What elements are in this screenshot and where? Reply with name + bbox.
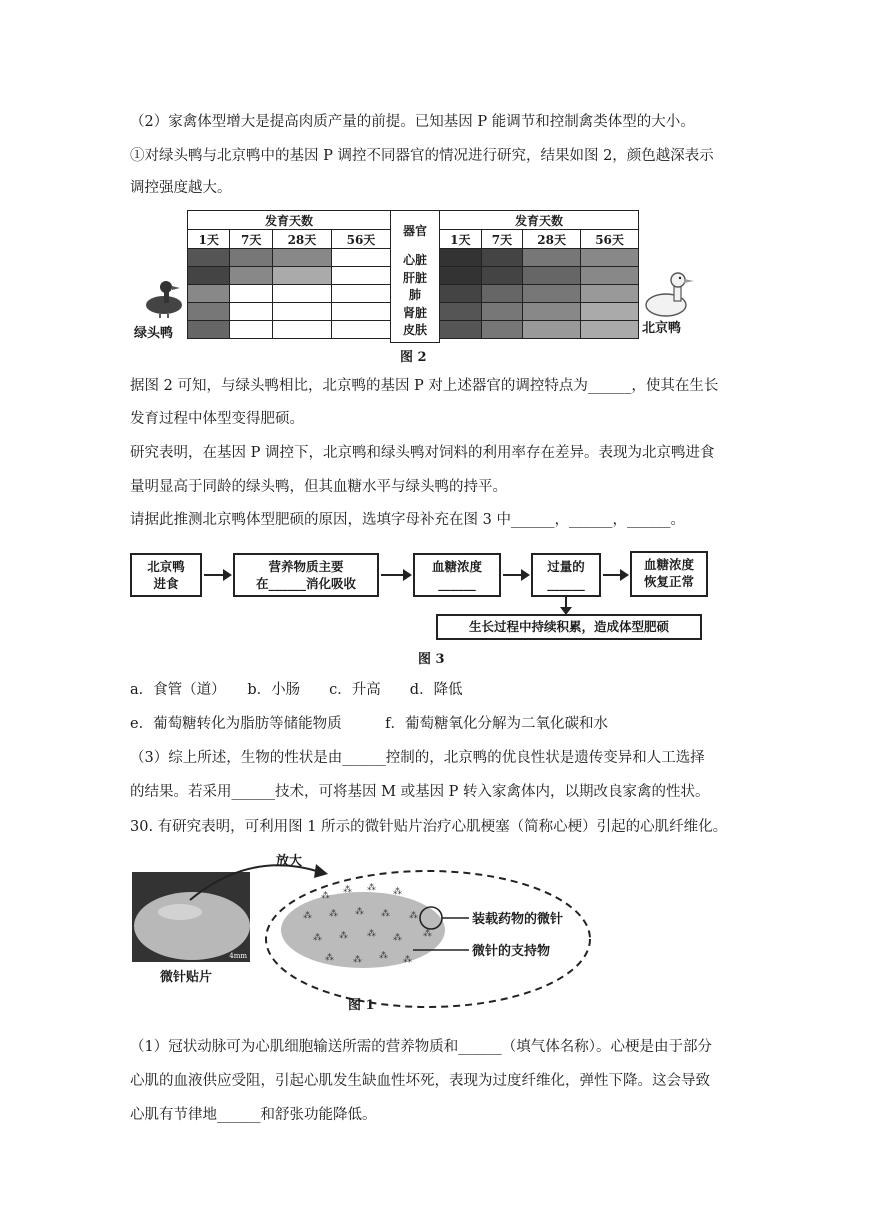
- mallard-heat-cell: [230, 267, 272, 285]
- mallard-heat-cell: [230, 249, 272, 267]
- mallard-heat-cell: [188, 303, 230, 321]
- mallard-day-header: 56天: [331, 230, 390, 249]
- organ-label: 肝脏: [402, 270, 427, 285]
- pekin-heat-cell: [581, 285, 639, 303]
- flow-arrow-down: [559, 597, 573, 615]
- pekin-heat-cell: [481, 321, 523, 339]
- fig2-desc-line1: 据图 2 可知，与绿头鸭相比，北京鸭的基因 P 对上述器官的调控特点为______，使其在生长: [130, 378, 719, 394]
- mallard-heat-cell: [272, 303, 331, 321]
- p2-q1-line2: 调控强度越大。: [130, 180, 232, 196]
- figure-2-caption: 图 2: [400, 350, 427, 365]
- mallard-heat-cell: [331, 321, 390, 339]
- flow-box-digestion: 营养物质主要 在______消化吸收: [233, 553, 379, 597]
- pekin-heat-cell: [523, 249, 581, 267]
- pekin-heat-cell: [523, 285, 581, 303]
- pekin-heat-cell: [440, 285, 482, 303]
- pekin-heat-cell: [581, 267, 639, 285]
- p2-intro: （2）家禽体型增大是提高肉质产量的前提。已知基因 P 能调节和控制禽类体型的大小。: [130, 114, 695, 130]
- mallard-heatmap: [187, 210, 391, 339]
- p2-q1-line1: ①对绿头鸭与北京鸭中的基因 P 调控不同器官的情况进行研究，结果如图 2，颜色越深表示: [130, 148, 714, 164]
- q30-1-line3: 心肌有节律地______和舒张功能降低。: [130, 1107, 377, 1123]
- research-line1: 研究表明，在基因 P 调控下，北京鸭和绿头鸭对饲料的利用率存在差异。表现为北京鸭进食: [130, 445, 715, 461]
- pekin-heat-cell: [523, 303, 581, 321]
- mallard-heat-cell: [188, 285, 230, 303]
- svg-text:⁂: ⁂: [325, 953, 334, 963]
- patch-label: 微针贴片: [160, 970, 213, 985]
- svg-text:⁂: ⁂: [303, 911, 312, 921]
- svg-text:⁂: ⁂: [409, 911, 418, 921]
- q30-1-line2: 心肌的血液供应受阻，引起心肌发生缺血性坏死，表现为过度纤维化，弹性下降。这会导致: [130, 1073, 710, 1089]
- mallard-heat-cell: [331, 285, 390, 303]
- pekin-heat-cell: [581, 303, 639, 321]
- figure-3: [130, 545, 710, 670]
- scale-bar-label: 4mm: [229, 952, 247, 960]
- options-line1: a．食管（道） b．小肠 c．升高 d．降低: [130, 682, 463, 698]
- flow-box-eating: 北京鸭 进食: [130, 553, 202, 597]
- pekin-heat-cell: [440, 249, 482, 267]
- mallard-label: 绿头鸭: [134, 326, 174, 341]
- svg-text:⁂: ⁂: [379, 951, 388, 961]
- figure-3-caption: 图 3: [418, 652, 445, 667]
- svg-text:⁂: ⁂: [393, 887, 402, 897]
- figure-2: [130, 205, 700, 370]
- pekin-heat-cell: [481, 249, 523, 267]
- svg-text:⁂: ⁂: [329, 909, 338, 919]
- pekin-heat-cell: [523, 321, 581, 339]
- pekin-duck-icon: [642, 271, 696, 321]
- pekin-heat-cell: [481, 267, 523, 285]
- mallard-heat-cell: [188, 321, 230, 339]
- pekin-heatmap: [439, 210, 639, 339]
- pekin-heat-cell: [481, 285, 523, 303]
- pekin-heat-cell: [523, 267, 581, 285]
- p3-line2: 的结果。若采用______技术，可将基因 M 或基因 P 转入家禽体内，以期改良家禽的性状。: [130, 784, 710, 800]
- mallard-heat-cell: [230, 303, 272, 321]
- pekin-heat-cell: [440, 267, 482, 285]
- flow-box-excess: 过量的 ______: [531, 553, 601, 597]
- pekin-day-header: 56天: [581, 230, 639, 249]
- svg-text:⁂: ⁂: [393, 933, 402, 943]
- pekin-label: 北京鸭: [642, 321, 682, 336]
- flow-arrow-3: [503, 574, 528, 576]
- mallard-heat-cell: [331, 249, 390, 267]
- svg-text:⁂: ⁂: [403, 955, 412, 965]
- mallard-heat-cell: [272, 267, 331, 285]
- zoom-label: 放大: [276, 854, 303, 869]
- fig2-desc-line2: 发育过程中体型变得肥硕。: [130, 411, 304, 427]
- organ-header: 器官: [391, 211, 440, 251]
- flow-box-accumulate: 生长过程中持续积累，造成体型肥硕: [436, 614, 702, 640]
- mallard-heat-cell: [230, 285, 272, 303]
- mallard-heat-cell: [272, 249, 331, 267]
- mallard-heat-cell: [272, 285, 331, 303]
- q30-stem: 30. 有研究表明，可利用图 1 所示的微针贴片治疗心肌梗塞（简称心梗）引起的心肌纤维化。: [130, 819, 728, 835]
- pekin-day-header: 28天: [523, 230, 581, 249]
- mallard-heat-cell: [331, 267, 390, 285]
- organ-label: 肺: [408, 288, 421, 303]
- organ-label: 心脏: [402, 253, 427, 268]
- mallard-duck-icon: [136, 277, 186, 319]
- svg-text:⁂: ⁂: [321, 891, 330, 901]
- flow-arrow-1: [204, 574, 230, 576]
- svg-text:⁂: ⁂: [367, 883, 376, 893]
- pekin-heat-cell: [481, 303, 523, 321]
- fill-instruction: 请据此推测北京鸭体型肥硕的原因，选填字母补充在图 3 中______，______，______。: [130, 512, 685, 528]
- svg-text:⁂: ⁂: [355, 907, 364, 917]
- mallard-heat-cell: [331, 303, 390, 321]
- svg-text:⁂: ⁂: [381, 909, 390, 919]
- pekin-day-header: 1天: [440, 230, 482, 249]
- mallard-day-header: 7天: [230, 230, 272, 249]
- days-header-left: 发育天数: [188, 211, 391, 230]
- needle-label: 装载药物的微针: [472, 912, 564, 927]
- svg-text:⁂: ⁂: [367, 929, 376, 939]
- mallard-day-header: 28天: [272, 230, 331, 249]
- pekin-heat-cell: [440, 303, 482, 321]
- p3-line1: （3）综上所述，生物的性状是由______控制的，北京鸭的优良性状是遗传变异和人工选择: [130, 750, 705, 766]
- research-line2: 量明显高于同龄的绿头鸭，但其血糖水平与绿头鸭的持平。: [130, 479, 507, 495]
- mallard-heat-cell: [188, 267, 230, 285]
- flow-arrow-4: [603, 574, 627, 576]
- days-header-right: 发育天数: [440, 211, 639, 230]
- organ-label: 肾脏: [402, 305, 427, 320]
- mallard-heat-cell: [188, 249, 230, 267]
- svg-text:⁂: ⁂: [353, 955, 362, 965]
- microneedle-diagram: [263, 868, 593, 1010]
- organ-column: [390, 210, 440, 343]
- flow-box-glucose: 血糖浓度 ______: [413, 553, 501, 597]
- mallard-day-header: 1天: [188, 230, 230, 249]
- options-line2: e．葡萄糖转化为脂肪等储能物质 f．葡萄糖氧化分解为二氧化碳和水: [130, 716, 608, 732]
- pekin-day-header: 7天: [481, 230, 523, 249]
- flow-box-normal: 血糖浓度 恢复正常: [630, 551, 708, 597]
- mallard-heat-cell: [272, 321, 331, 339]
- support-label: 微针的支持物: [472, 944, 551, 959]
- figure-1-caption: 图 1: [348, 998, 375, 1013]
- svg-text:⁂: ⁂: [313, 933, 322, 943]
- pekin-heat-cell: [581, 321, 639, 339]
- pekin-heat-cell: [581, 249, 639, 267]
- pekin-heat-cell: [440, 321, 482, 339]
- mallard-heat-cell: [230, 321, 272, 339]
- flow-arrow-2: [381, 574, 410, 576]
- svg-text:⁂: ⁂: [423, 929, 432, 939]
- svg-text:⁂: ⁂: [339, 931, 348, 941]
- svg-text:⁂: ⁂: [343, 885, 352, 895]
- figure-1: [130, 850, 600, 1020]
- q30-1-line1: （1）冠状动脉可为心肌细胞输送所需的营养物质和______（填气体名称）。心梗是由于部分: [130, 1039, 712, 1055]
- organ-label: 皮肤: [402, 323, 427, 338]
